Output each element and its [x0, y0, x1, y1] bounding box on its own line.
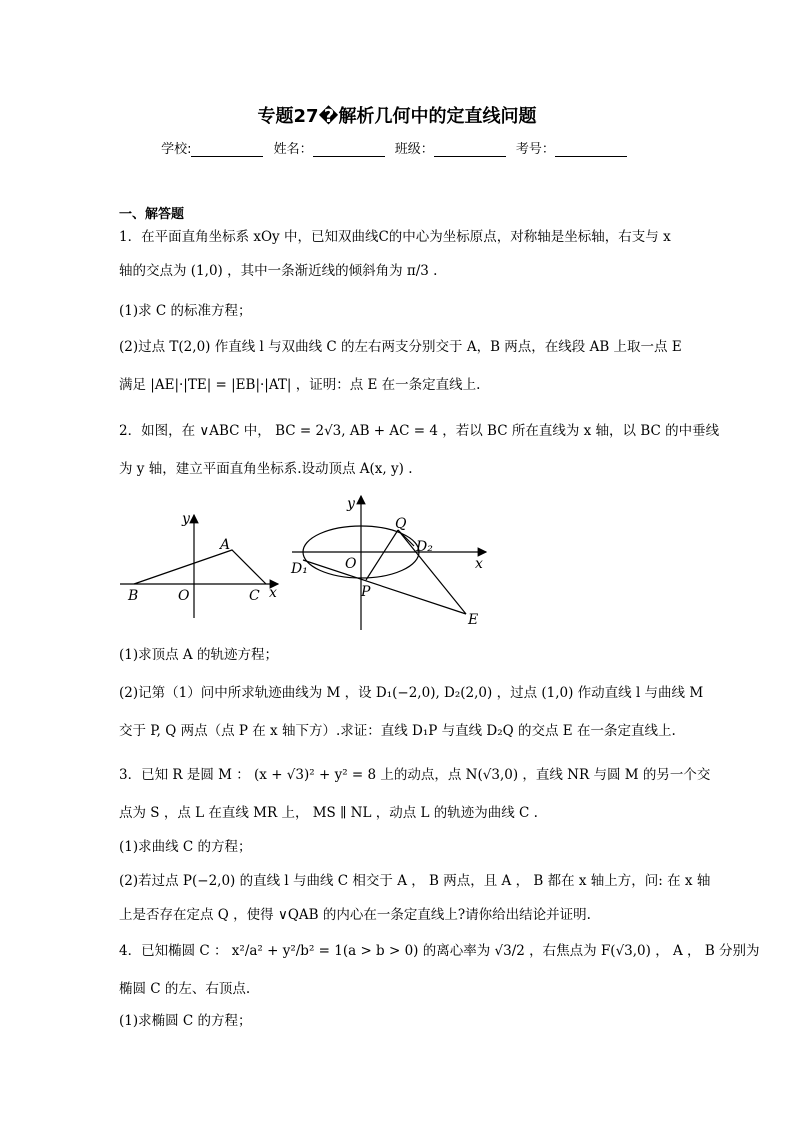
text-line: (2)若过点 P(−2,0) 的直线 l 与曲线 C 相交于 A ， B 两点，且 A ， B 都在 x 轴上方，问: 在 x 轴: [119, 873, 711, 889]
fig2-label-E: E: [468, 612, 479, 628]
section-heading: 一、解答题: [119, 207, 185, 222]
fig1-label-A: A: [220, 537, 231, 553]
text-line: 交于 P, Q 两点（点 P 在 x 轴下方）.求证：直线 D₁P 与直线 D₂Q 的交点 E 在一条定直线上.: [119, 723, 676, 739]
text-line: 椭圆 C 的左、右顶点.: [119, 981, 251, 997]
exam-no-label: 考号：: [515, 142, 555, 157]
fig2-label-y: y: [347, 496, 355, 512]
name-label: 姓名：: [273, 142, 313, 157]
fig1-label-y: y: [182, 511, 190, 527]
text-line: (1)求 C 的标准方程；: [119, 303, 252, 319]
text-line: 为 y 轴，建立平面直角坐标系.设动顶点 A(x, y) .: [119, 461, 413, 477]
text-line: (2)过点 T(2,0) 作直线 l 与双曲线 C 的左右两支分别交于 A，B 两点，在线段 AB 上取一点 E: [119, 339, 682, 355]
text-line: (1)求曲线 C 的方程；: [119, 839, 252, 855]
fig2-line-QD2: [398, 530, 414, 546]
figure-ellipse: [292, 496, 486, 630]
text-line: 3．已知 R 是圆 M ： (x + √3)² + y² = 8 上的动点，点 N(√3,0) ，直线 NR 与圆 M 的另一个交: [119, 767, 711, 783]
page-title: 专题27�解析几何中的定直线问题: [257, 106, 537, 127]
text-line: (1)求椭圆 C 的方程；: [119, 1013, 252, 1029]
fig2-label-x: x: [475, 556, 483, 572]
text-line: 轴的交点为 (1,0) ，其中一条渐近线的倾斜角为 π/3 .: [119, 263, 438, 279]
fig2-label-D1: D₁: [291, 561, 308, 577]
fig1-label-C: C: [249, 588, 260, 604]
fig1-label-B: B: [128, 588, 139, 604]
text-line: 满足 |AE|·|TE| = |EB|·|AT| ，证明：点 E 在一条定直线上.: [119, 377, 481, 393]
fig2-label-D2: D₂: [416, 539, 433, 555]
fig1-label-O: O: [178, 588, 190, 604]
text-line: 1．在平面直角坐标系 xOy 中，已知双曲线C的中心为坐标原点，对称轴是坐标轴，右支与 x: [119, 229, 671, 245]
text-line: 点为 S ，点 L 在直线 MR 上， MS ∥ NL ，动点 L 的轨迹为曲线 C .: [119, 805, 538, 821]
fig2-line-PQ: [366, 530, 398, 580]
text-line: 上是否存在定点 Q ，使得 ∨QAB 的内心在一条定直线上?请你给出结论并证明.: [119, 907, 591, 923]
fig1-triangle-sides: [134, 550, 266, 584]
text-line: (1)求顶点 A 的轨迹方程；: [119, 647, 278, 663]
fig2-line-D1E: [303, 560, 466, 614]
school-label: 学校:: [161, 142, 192, 157]
text-line: 4．已知椭圆 C ： x²/a² + y²/b² = 1(a > b > 0) 的离心率为 √3/2 ，右焦点为 F(√3,0) ， A ， B 分别为: [119, 943, 760, 959]
text-line: 2．如图，在 ∨ABC 中， BC = 2√3, AB + AC = 4 ，若以 BC 所在直线为 x 轴，以 BC 的中垂线: [119, 423, 720, 439]
fig2-label-Q: Q: [395, 516, 407, 532]
fig1-label-x: x: [269, 585, 277, 601]
class-label: 班级：: [394, 142, 434, 157]
text-line: (2)记第（1）问中所求轨迹曲线为 M ，设 D₁(−2,0), D₂(2,0) ，过点 (1,0) 作动直线 l 与曲线 M: [119, 685, 704, 701]
fig2-label-O: O: [345, 556, 357, 572]
fig2-label-P: P: [361, 584, 371, 600]
